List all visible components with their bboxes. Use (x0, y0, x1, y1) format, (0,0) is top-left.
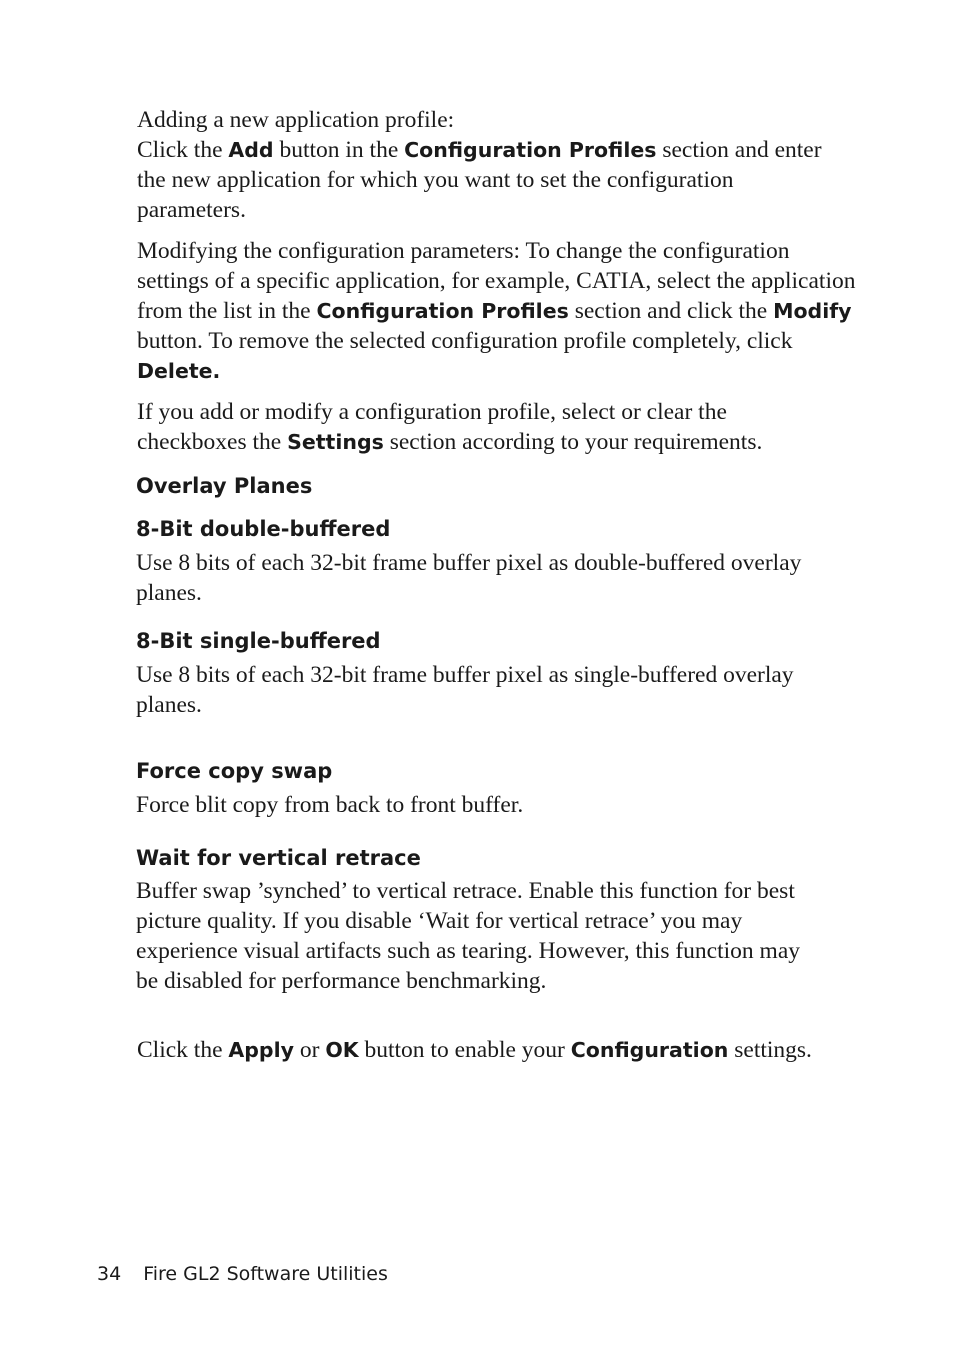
bold-ok: OK (325, 1038, 359, 1062)
body-force-copy-swap: Force blit copy from back to front buffer. (136, 792, 524, 818)
heading-force-copy-swap: Force copy swap (136, 759, 333, 783)
heading-wait-vertical-retrace: Wait for vertical retrace (136, 846, 421, 870)
bold-delete: Delete. (137, 359, 221, 383)
bold-configuration: Configuration (570, 1038, 729, 1062)
bold-configuration-profiles: Configuration Profiles (404, 138, 657, 162)
page-footer (97, 1261, 388, 1287)
heading-8bit-single: 8-Bit single-buffered (136, 629, 381, 653)
paragraph-apply: Click the Apply or OK button to enable your Configuration settings. (137, 1037, 812, 1063)
heading-8bit-double: 8-Bit double-buffered (136, 517, 391, 541)
bold-configuration-profiles: Configuration Profiles (316, 299, 569, 323)
body-8bit-double: Use 8 bits of each 32-bit frame buffer pixel as double-buffered overlay planes. (136, 550, 802, 606)
paragraph-modify-profile: Modifying the configuration parameters: To change the configuration settings of a specific application, for example, CATIA, select the application from the list in the Configuration Profiles section and click the Modify button. To remove the selected configuration profile completely, click Delete. (137, 238, 856, 383)
bold-add: Add (228, 138, 274, 162)
paragraph-add-profile: Adding a new application profile: Click the Add button in the Configuration Profiles section and enter the new application for which you want to set the configuration parameters. (137, 107, 822, 223)
page-number: 34 (97, 1263, 122, 1285)
bold-settings: Settings (287, 430, 384, 454)
add-profile-intro: Adding a new application profile: (137, 107, 455, 133)
bold-apply: Apply (228, 1038, 294, 1062)
paragraph-settings: If you add or modify a configuration profile, select or clear the checkboxes the Settings section according to your requirements. (137, 399, 763, 455)
body-8bit-single: Use 8 bits of each 32-bit frame buffer pixel as single-buffered overlay planes. (136, 662, 794, 718)
footer-title: Fire GL2 Software Utilities (143, 1263, 388, 1285)
body-wait-vertical-retrace: Buffer swap ’synched’ to vertical retrace. Enable this function for best picture quality. If you disable ‘Wait for vertical retrace’ you may experience visual artifacts such as tearing. However, this function may be disabled for performance benchmarking. (136, 878, 801, 994)
heading-overlay-planes: Overlay Planes (136, 474, 313, 498)
bold-modify: Modify (773, 299, 852, 323)
